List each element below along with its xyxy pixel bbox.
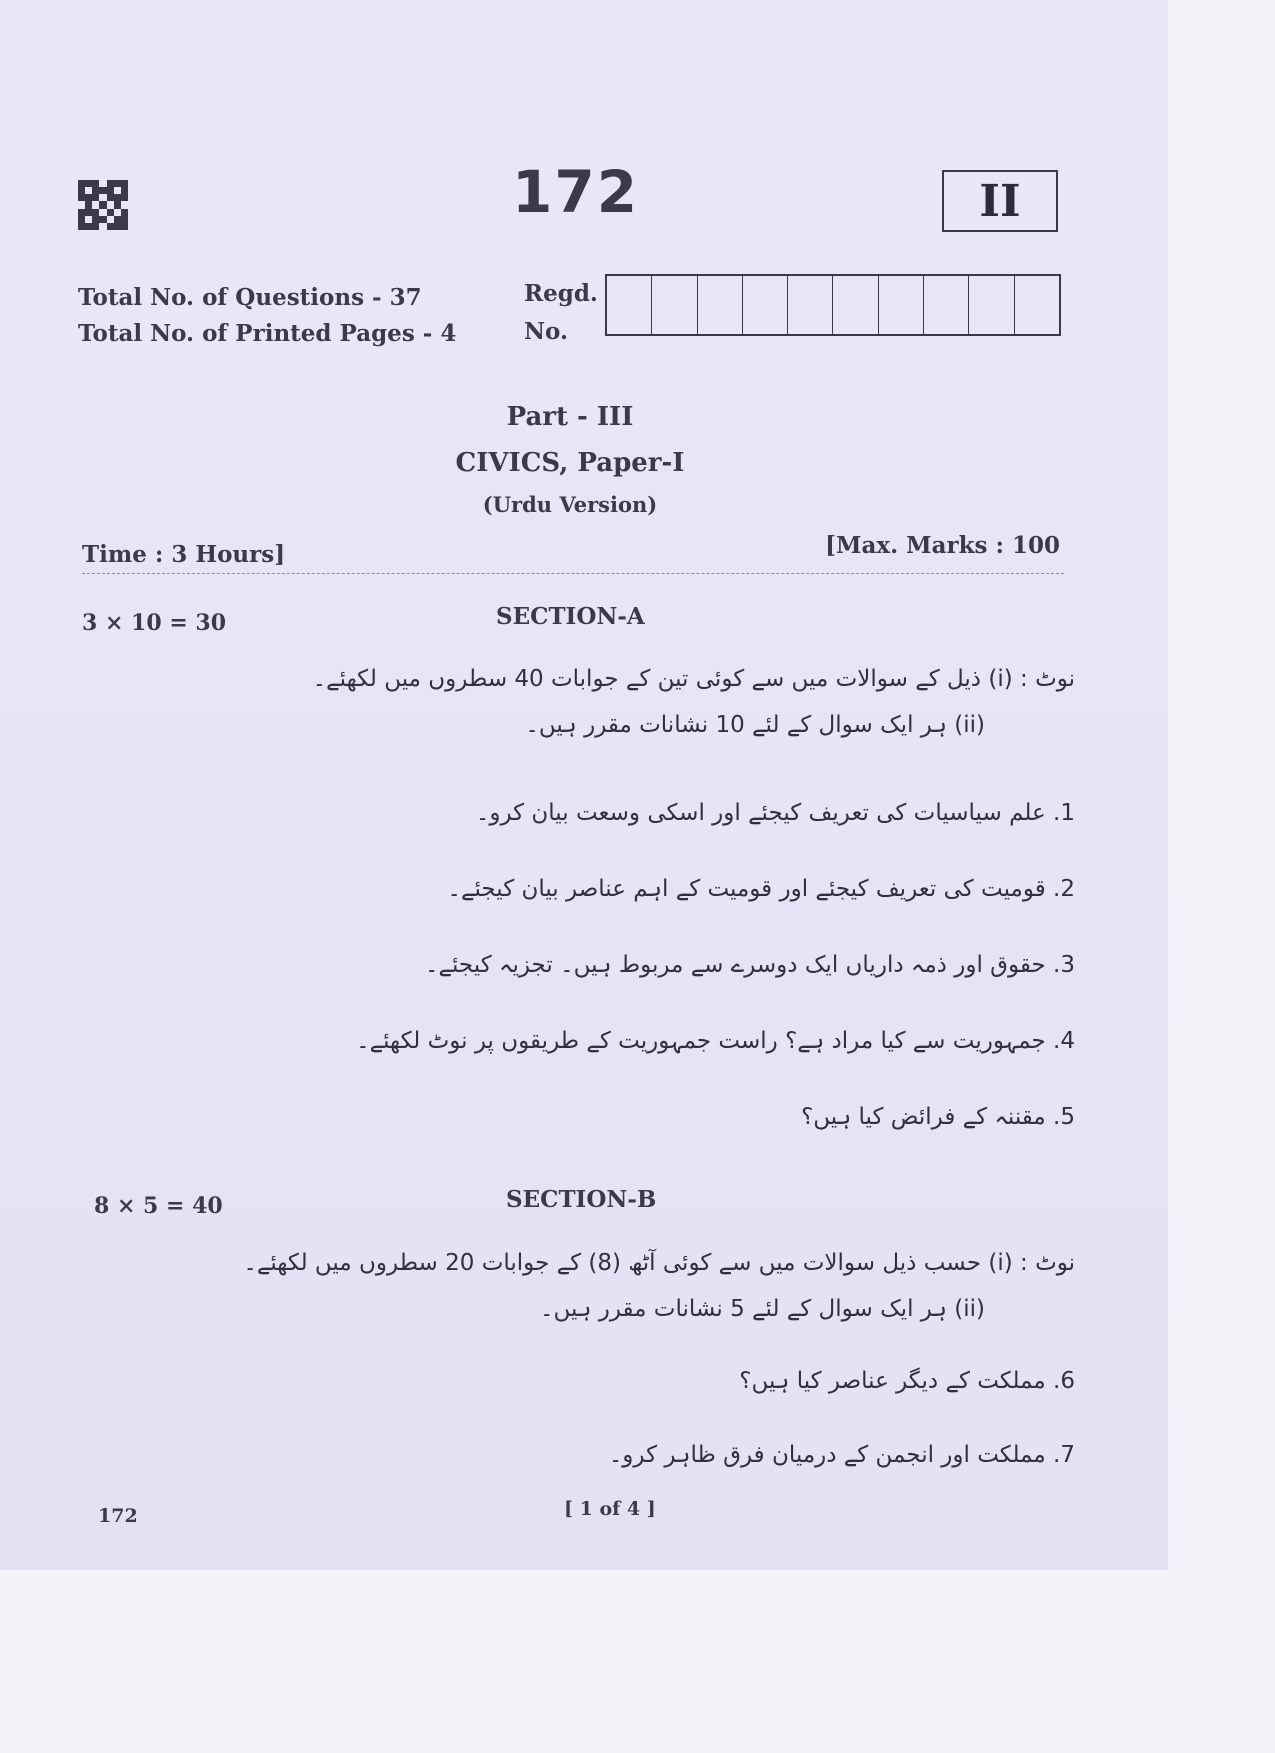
paper-code: 172 — [512, 158, 640, 226]
section-a-note-ii: (ii) ہر ایک سوال کے لئے 10 نشانات مقرر ہیں۔ — [525, 712, 985, 738]
set-label: II — [979, 175, 1021, 227]
section-a-title: SECTION-A — [496, 603, 645, 630]
section-a-note-i: نوٹ : (i) ذیل کے سوالات میں سے کوئی تین کے جوابات 40 سطروں میں لکھئے۔ — [312, 666, 1075, 692]
header-divider — [82, 573, 1064, 574]
reg-digit-box — [1015, 276, 1059, 334]
reg-digit-box — [833, 276, 878, 334]
page-number: [ 1 of 4 ] — [564, 1498, 656, 1520]
registration-number-boxes — [605, 274, 1061, 336]
section-b-marks: 8 × 5 = 40 — [94, 1193, 223, 1219]
regd-label: Regd. — [524, 280, 598, 307]
question-7: 7. مملکت اور انجمن کے درمیان فرق ظاہر کرو۔ — [608, 1442, 1075, 1468]
section-a-marks: 3 × 10 = 30 — [82, 610, 227, 636]
version-title: (Urdu Version) — [482, 492, 658, 517]
total-questions: Total No. of Questions - 37 — [78, 284, 422, 311]
reg-digit-box — [969, 276, 1014, 334]
section-b-note-i: نوٹ : (i) حسب ذیل سوالات میں سے کوئی آٹھ (8) کے جوابات 20 سطروں میں لکھئے۔ — [243, 1250, 1075, 1276]
section-b-note-ii: (ii) ہر ایک سوال کے لئے 5 نشانات مقرر ہیں۔ — [540, 1296, 985, 1322]
question-4: 4. جمہوریت سے کیا مراد ہے؟ راست جمہوریت کے طریقوں پر نوٹ لکھئے۔ — [356, 1028, 1075, 1054]
reg-digit-box — [924, 276, 969, 334]
reg-digit-box — [743, 276, 788, 334]
time-duration: Time : 3 Hours] — [82, 541, 286, 568]
reg-digit-box — [788, 276, 833, 334]
footer-paper-code: 172 — [98, 1505, 138, 1527]
max-marks: [Max. Marks : 100 — [825, 532, 1060, 559]
question-3: 3. حقوق اور ذمہ داریاں ایک دوسرے سے مربوط ہیں۔ تجزیہ کیجئے۔ — [425, 952, 1075, 978]
qr-code-icon — [78, 180, 128, 230]
question-5: 5. مقننہ کے فرائض کیا ہیں؟ — [801, 1104, 1075, 1130]
section-b-title: SECTION-B — [506, 1186, 657, 1213]
subject-title: CIVICS, Paper-I — [455, 448, 685, 478]
reg-digit-box — [879, 276, 924, 334]
question-1: 1. علم سیاسیات کی تعریف کیجئے اور اسکی وسعت بیان کرو۔ — [475, 800, 1075, 826]
question-6: 6. مملکت کے دیگر عناصر کیا ہیں؟ — [739, 1368, 1075, 1394]
reg-digit-box — [652, 276, 697, 334]
question-2: 2. قومیت کی تعریف کیجئے اور قومیت کے اہم عناصر بیان کیجئے۔ — [447, 876, 1075, 902]
reg-digit-box — [698, 276, 743, 334]
regd-no-label: No. — [524, 318, 568, 345]
part-title: Part - III — [506, 402, 634, 432]
total-pages: Total No. of Printed Pages - 4 — [78, 320, 457, 347]
reg-digit-box — [607, 276, 652, 334]
set-label-box — [942, 170, 1058, 232]
